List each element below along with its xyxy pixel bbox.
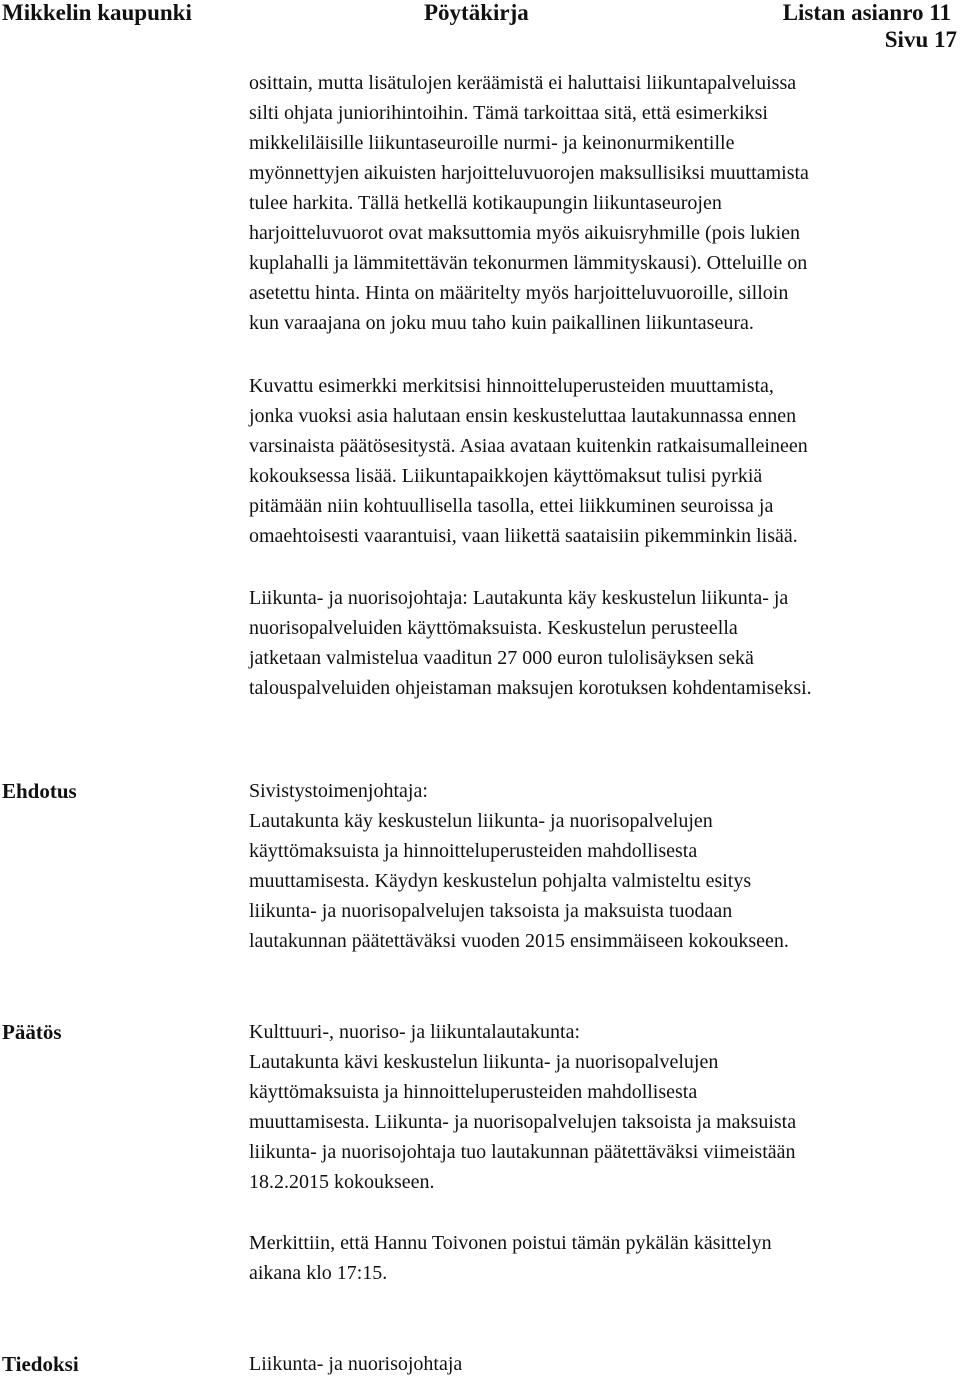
tiedoksi-label: Tiedoksi <box>2 1352 79 1376</box>
text-line: Liikunta- ja nuorisojohtaja: Lautakunta käy keskustelun liikunta- ja <box>249 587 789 609</box>
text-line: Merkittiin, että Hannu Toivonen poistui tämän pykälän käsittelyn <box>249 1232 772 1254</box>
text-line: 18.2.2015 kokoukseen. <box>249 1171 435 1193</box>
text-line: talouspalveluiden ohjeistaman maksujen korotuksen kohdentamiseksi. <box>249 677 812 699</box>
text-line: Lautakunta kävi keskustelun liikunta- ja nuorisopalvelujen <box>249 1051 719 1073</box>
text-line: nuorisopalveluiden käyttömaksuista. Keskustelun perusteella <box>249 617 738 639</box>
text-line: jonka vuoksi asia halutaan ensin keskusteluttaa lautakunnassa ennen <box>249 405 797 427</box>
text-line: omaehtoisesti vaarantuisi, vaan liikettä saataisiin pikemminkin lisää. <box>249 525 798 547</box>
text-line: silti ohjata juniorihintoihin. Tämä tarkoittaa sitä, että esimerkiksi <box>249 102 768 124</box>
paatos-text <box>249 1017 959 1197</box>
text-line: harjoitteluvuorot ovat maksuttomia myös aikuisryhmille (pois lukien <box>249 222 801 244</box>
text-line: osittain, mutta lisätulojen keräämistä ei haluttaisi liikuntapalveluissa <box>249 72 797 94</box>
text-line: mikkeliläisille liikuntaseuroille nurmi- ja keinonurmikentille <box>249 132 735 154</box>
text-line: varsinaista päätösesitystä. Asiaa avataan kuitenkin ratkaisumalleineen <box>249 435 808 457</box>
text-line: myönnettyjen aikuisten harjoitteluvuorojen maksullisiksi muuttamista <box>249 162 809 184</box>
document-header <box>0 0 960 56</box>
text-line: käyttömaksuista ja hinnoitteluperusteiden mahdollisesta <box>249 1081 698 1103</box>
ehdotus-text <box>249 776 959 956</box>
background-paragraph-1 <box>249 68 959 338</box>
text-line: kuplahalli ja lämmitettävän tekonurmen lämmityskausi). Otteluille on <box>249 252 808 274</box>
text-line: muuttamisesta. Käydyn keskustelun pohjalta valmisteltu esitys <box>249 870 752 892</box>
agenda-item-number: Listan asianro 11 <box>782 0 951 25</box>
text-line: Lautakunta käy keskustelun liikunta- ja nuorisopalvelujen <box>249 810 713 832</box>
paatos-note <box>249 1228 959 1288</box>
text-line: Sivistystoimenjohtaja: <box>249 780 428 802</box>
text-line: pitämään niin kohtuullisella tasolla, ettei liikkuminen seuroissa ja <box>249 495 774 517</box>
text-line: aikana klo 17:15. <box>249 1262 388 1284</box>
text-line: Liikunta- ja nuorisojohtaja <box>249 1353 463 1375</box>
text-line: Kuvattu esimerkki merkitsisi hinnoitteluperusteiden muuttamista, <box>249 375 774 397</box>
text-line: tulee harkita. Tällä hetkellä kotikaupungin liikuntaseurojen <box>249 192 722 214</box>
paatos-label: Päätös <box>2 1020 62 1044</box>
text-line: muuttamisesta. Liikunta- ja nuorisopalvelujen taksoista ja maksuista <box>249 1111 797 1133</box>
text-line: liikunta- ja nuorisopalvelujen taksoista ja maksuista tuodaan <box>249 900 733 922</box>
text-line: asetettu hinta. Hinta on määritelty myös harjoitteluvuoroille, silloin <box>249 282 789 304</box>
ehdotus-label: Ehdotus <box>2 779 77 803</box>
organization-name: Mikkelin kaupunki <box>2 0 192 25</box>
text-line: kokouksessa lisää. Liikuntapaikkojen käyttömaksut tulisi pyrkiä <box>249 465 763 487</box>
text-line: lautakunnan päätettäväksi vuoden 2015 ensimmäiseen kokoukseen. <box>249 930 789 952</box>
text-line: liikunta- ja nuorisojohtaja tuo lautakunnan päätettäväksi viimeistään <box>249 1141 796 1163</box>
text-line: käyttömaksuista ja hinnoitteluperusteiden mahdollisesta <box>249 840 698 862</box>
text-line: kun varaajana on joku muu taho kuin paikallinen liikuntaseura. <box>249 312 754 334</box>
director-statement-paragraph <box>249 583 959 703</box>
document-type: Pöytäkirja <box>424 0 529 25</box>
text-line: jatketaan valmistelua vaaditun 27 000 euron tulolisäyksen sekä <box>249 647 754 669</box>
background-paragraph-2 <box>249 371 959 551</box>
page-number: Sivu 17 <box>884 27 957 52</box>
text-line: Kulttuuri-, nuoriso- ja liikuntalautakunta: <box>249 1021 581 1043</box>
tiedoksi-text <box>249 1349 959 1379</box>
